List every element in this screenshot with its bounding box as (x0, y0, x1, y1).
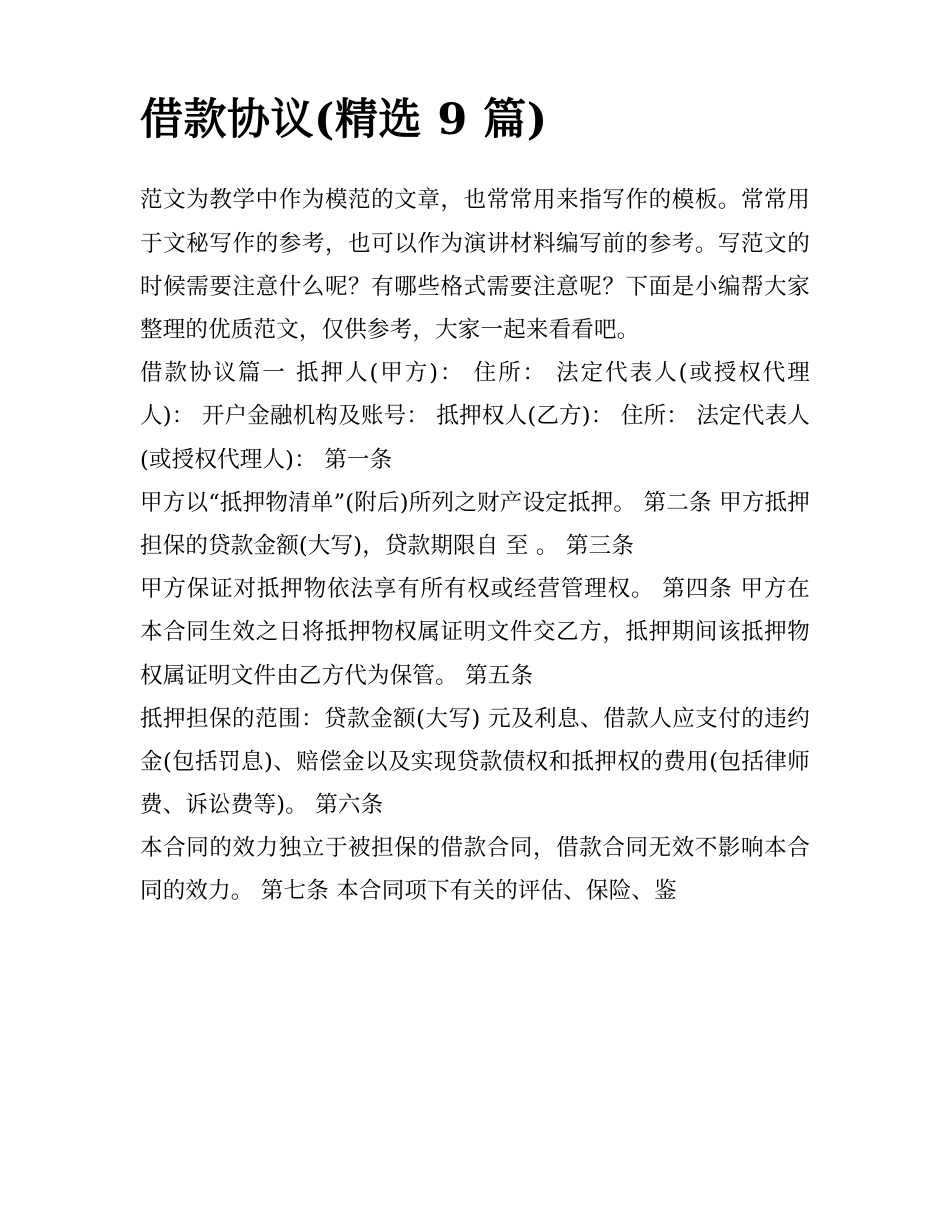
paragraph: 甲方以“抵押物清单”(附后)所列之财产设定抵押。 第二条 甲方抵押担保的贷款金额(大写)，贷款期限自 至 。 第三条 (140, 489, 810, 559)
paragraph: 甲方保证对抵押物依法享有所有权或经营管理权。 第四条 甲方在本合同生效之日将抵押物权属证明文件交乙方，抵押期间该抵押物权属证明文件由乙方代为保管。 第五条 (140, 576, 810, 689)
paragraph: 本合同的效力独立于被担保的借款合同，借款合同无效不影响本合同的效力。 第七条 本合同项下有关的评估、保险、鉴 (140, 835, 810, 905)
paragraph: 抵押担保的范围：贷款金额(大写) 元及利息、借款人应支付的违约金(包括罚息)、赔偿金以及实现贷款债权和抵押权的费用(包括律师费、诉讼费等)。 第六条 (140, 705, 810, 819)
page-title: 借款协议(精选 9 篇) (140, 95, 548, 145)
document-body (140, 179, 810, 913)
paragraph: 借款协议篇一 抵押人(甲方)： 住所： 法定代表人(或授权代理人)： 开户金融机构及账号： 抵押权人(乙方)： 住所： 法定代表人(或授权代理人)： 第一条 (140, 360, 810, 473)
paragraph: 范文为教学中作为模范的文章，也常常用来指写作的模板。常常用于文秘写作的参考，也可以作为演讲材料编写前的参考。写范文的时候需要注意什么呢？有哪些格式需要注意呢？下面是小编帮大家整理的优质范文，仅供参考，大家一起来看看吧。 (140, 187, 810, 343)
